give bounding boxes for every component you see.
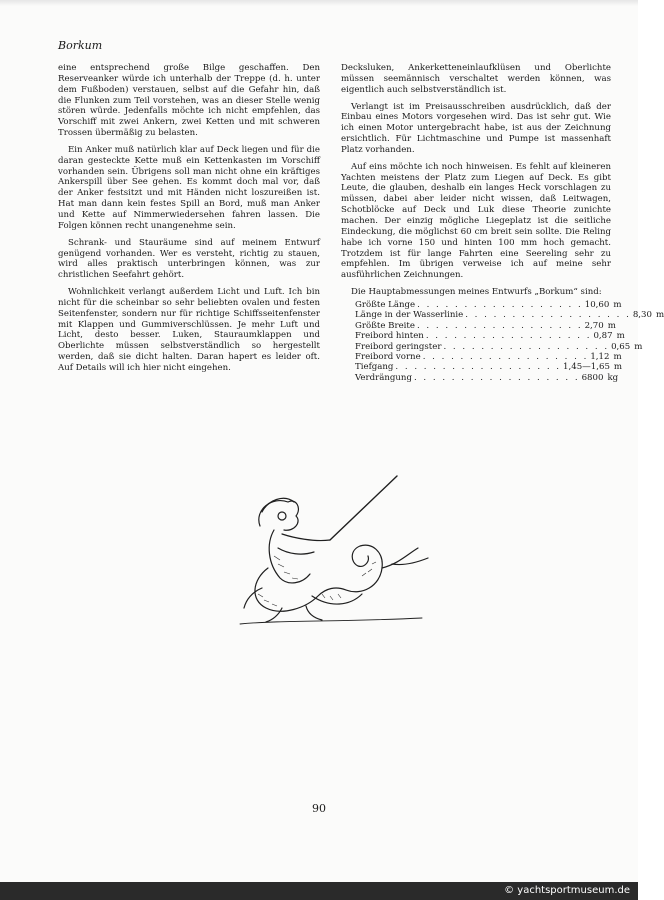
right-text-column <box>341 63 664 383</box>
dot-leader: . . . . . . . . . . . . . . . . . . <box>422 351 589 362</box>
dimension-row <box>355 299 622 310</box>
page-header-title: Borkum <box>58 39 103 52</box>
dimension-row <box>355 341 643 352</box>
left-paragraph-2: Ein Anker muß natürlich klar auf Deck liegen und für die daran gesteckte Kette muß ein Kettenkasten im Vorschiff vorhanden sein. Übrigens soll man nicht ohne ein kräftiges Ankerspill über See gehen. Es kommt doch mal vor, daß der Anker festsitzt und mit Händen nicht loszureißen ist. Hat man dann kein festes Spill an Bord, muß man Anker und Kette auf Nimmerwiedersehen fahren lassen. Die Folgen können recht unangenehme sein. <box>58 144 320 231</box>
left-paragraph-1: eine entsprechend große Bilge geschaffen. Den Reserveanker würde ich unterhalb der Treppe (d. h. unter dem Fußboden) verstauen, selbst auf die Gefahr hin, daß die Flunken zum Teil vorstehen, was an dieser Stelle wenig stören würde. Jedenfalls möchte ich nicht empfehlen, das Vorschiff mit zwei Ankern, zwei Ketten und mit schweren Trossen übermäßig zu belasten. <box>58 63 320 139</box>
dot-leader: . . . . . . . . . . . . . . . . . . <box>465 310 631 321</box>
dimension-row <box>355 310 664 321</box>
dimension-value: 1,12 <box>590 351 610 362</box>
dimension-value: 0,87 <box>593 331 613 342</box>
dimension-value: 8,30 <box>632 310 652 321</box>
right-paragraph-3: Auf eins möchte ich noch hinweisen. Es fehlt auf kleineren Yachten meistens der Platz zum Liegen auf Deck. Es gibt Leute, die glauben, deshalb ein langes Heck vorschlagen zu müssen, dabei aber leider nicht wissen, daß Leitwagen, Schotblöcke auf Deck und Luk diese Theorie zunichte machen. Der einzig mögliche Liegeplatz ist die seitliche Eindeckung, die möglichst 60 cm breit sein sollte. Die Reling habe ich vorne 150 und hinten 100 mm hoch gemacht. Trotzdem ist für lange Fahrten eine Seereling sehr zu empfehlen. Im übrigen verweise ich auf meine sehr ausführlichen Zeichnungen. <box>341 161 611 281</box>
dimension-label: Freibord geringster <box>355 341 442 352</box>
dimension-unit: m <box>616 331 625 342</box>
dimension-value: 2,70 <box>584 320 604 331</box>
right-paragraph-4: Die Hauptabmessungen meines Entwurfs „Borkum“ sind: <box>351 287 602 298</box>
dimension-label: Freibord vorne <box>355 351 421 362</box>
sea-monster-rider-icon <box>222 468 442 628</box>
page-number: 90 <box>312 802 326 815</box>
right-paragraph-1: Decksluken, Ankerketteneinlaufklüsen und Oberlichte müssen seemännisch verschaltet werden können, was eigentlich auch selbstverständlich ist. <box>341 63 611 95</box>
left-text-column <box>58 63 320 380</box>
dimension-unit: m <box>634 341 643 352</box>
right-paragraph-2: Verlangt ist im Preisausschreiben ausdrücklich, daß der Einbau eines Motors vorgesehen wird. Das ist sehr gut. Wie ich einen Motor untergebracht habe, ist aus der Zeichnung ersichtlich. Für Lichtmaschine und Pumpe ist massenhaft Platz vorhanden. <box>341 101 611 155</box>
watermark: © yachtsportmuseum.de <box>504 885 630 896</box>
dimension-label: Freibord hinten <box>355 331 424 342</box>
dimensions-table <box>355 299 664 383</box>
dimension-label: Länge in der Wasserlinie <box>355 310 464 321</box>
dimension-label: Größte Länge <box>355 299 416 310</box>
dimension-label: Größte Breite <box>355 320 415 331</box>
dimension-row <box>355 351 622 362</box>
dot-leader: . . . . . . . . . . . . . . . . . . <box>395 362 562 373</box>
dot-leader: . . . . . . . . . . . . . . . . . . <box>413 372 580 383</box>
scan-top-edge <box>0 0 638 6</box>
left-paragraph-3: Schrank- und Stauräume sind auf meinem Entwurf genügend vorhanden. Wer es versteht, richtig zu stauen, wird alles praktisch unterbringen können, was zur christlichen Seefahrt gehört. <box>58 237 320 281</box>
dimension-label: Verdrängung <box>355 372 412 383</box>
dot-leader: . . . . . . . . . . . . . . . . . . <box>416 320 583 331</box>
dimension-unit: m <box>613 351 622 362</box>
dimension-value: 10,60 <box>584 299 610 310</box>
dimension-label: Tiefgang <box>355 362 394 373</box>
dimension-row <box>355 362 623 373</box>
dimension-unit: m <box>613 299 622 310</box>
dimension-value: 0,65 <box>611 341 631 352</box>
dimension-row <box>355 372 619 383</box>
dot-leader: . . . . . . . . . . . . . . . . . . <box>417 299 583 310</box>
left-paragraph-4: Wohnlichkeit verlangt außerdem Licht und Luft. Ich bin nicht für die scheinbar so sehr beliebten ovalen und festen Seitenfenster, sondern nur für richtige Schiffsseitenfenster mit Klappen und Gummiverschlüssen. Je mehr Luft und Licht, desto besser. Luken, Stauraumklappen und Oberlichte müssen selbstverständlich so hergestellt werden, daß sie dicht halten. Daran hapert es leider oft. Auf Details will ich hier nicht eingehen. <box>58 287 320 373</box>
dimension-unit: m <box>607 320 616 331</box>
dot-leader: . . . . . . . . . . . . . . . . . . <box>425 331 592 342</box>
dimension-value: 6800 <box>581 372 604 383</box>
dimension-unit: kg <box>607 372 619 383</box>
dimension-unit: m <box>613 362 623 373</box>
dimension-row <box>355 320 616 331</box>
dimension-row <box>355 331 625 342</box>
dot-leader: . . . . . . . . . . . . . . . . . . <box>443 341 610 352</box>
dimension-unit: m <box>655 310 664 321</box>
dimension-value: 1,45—1,65 <box>563 362 610 373</box>
